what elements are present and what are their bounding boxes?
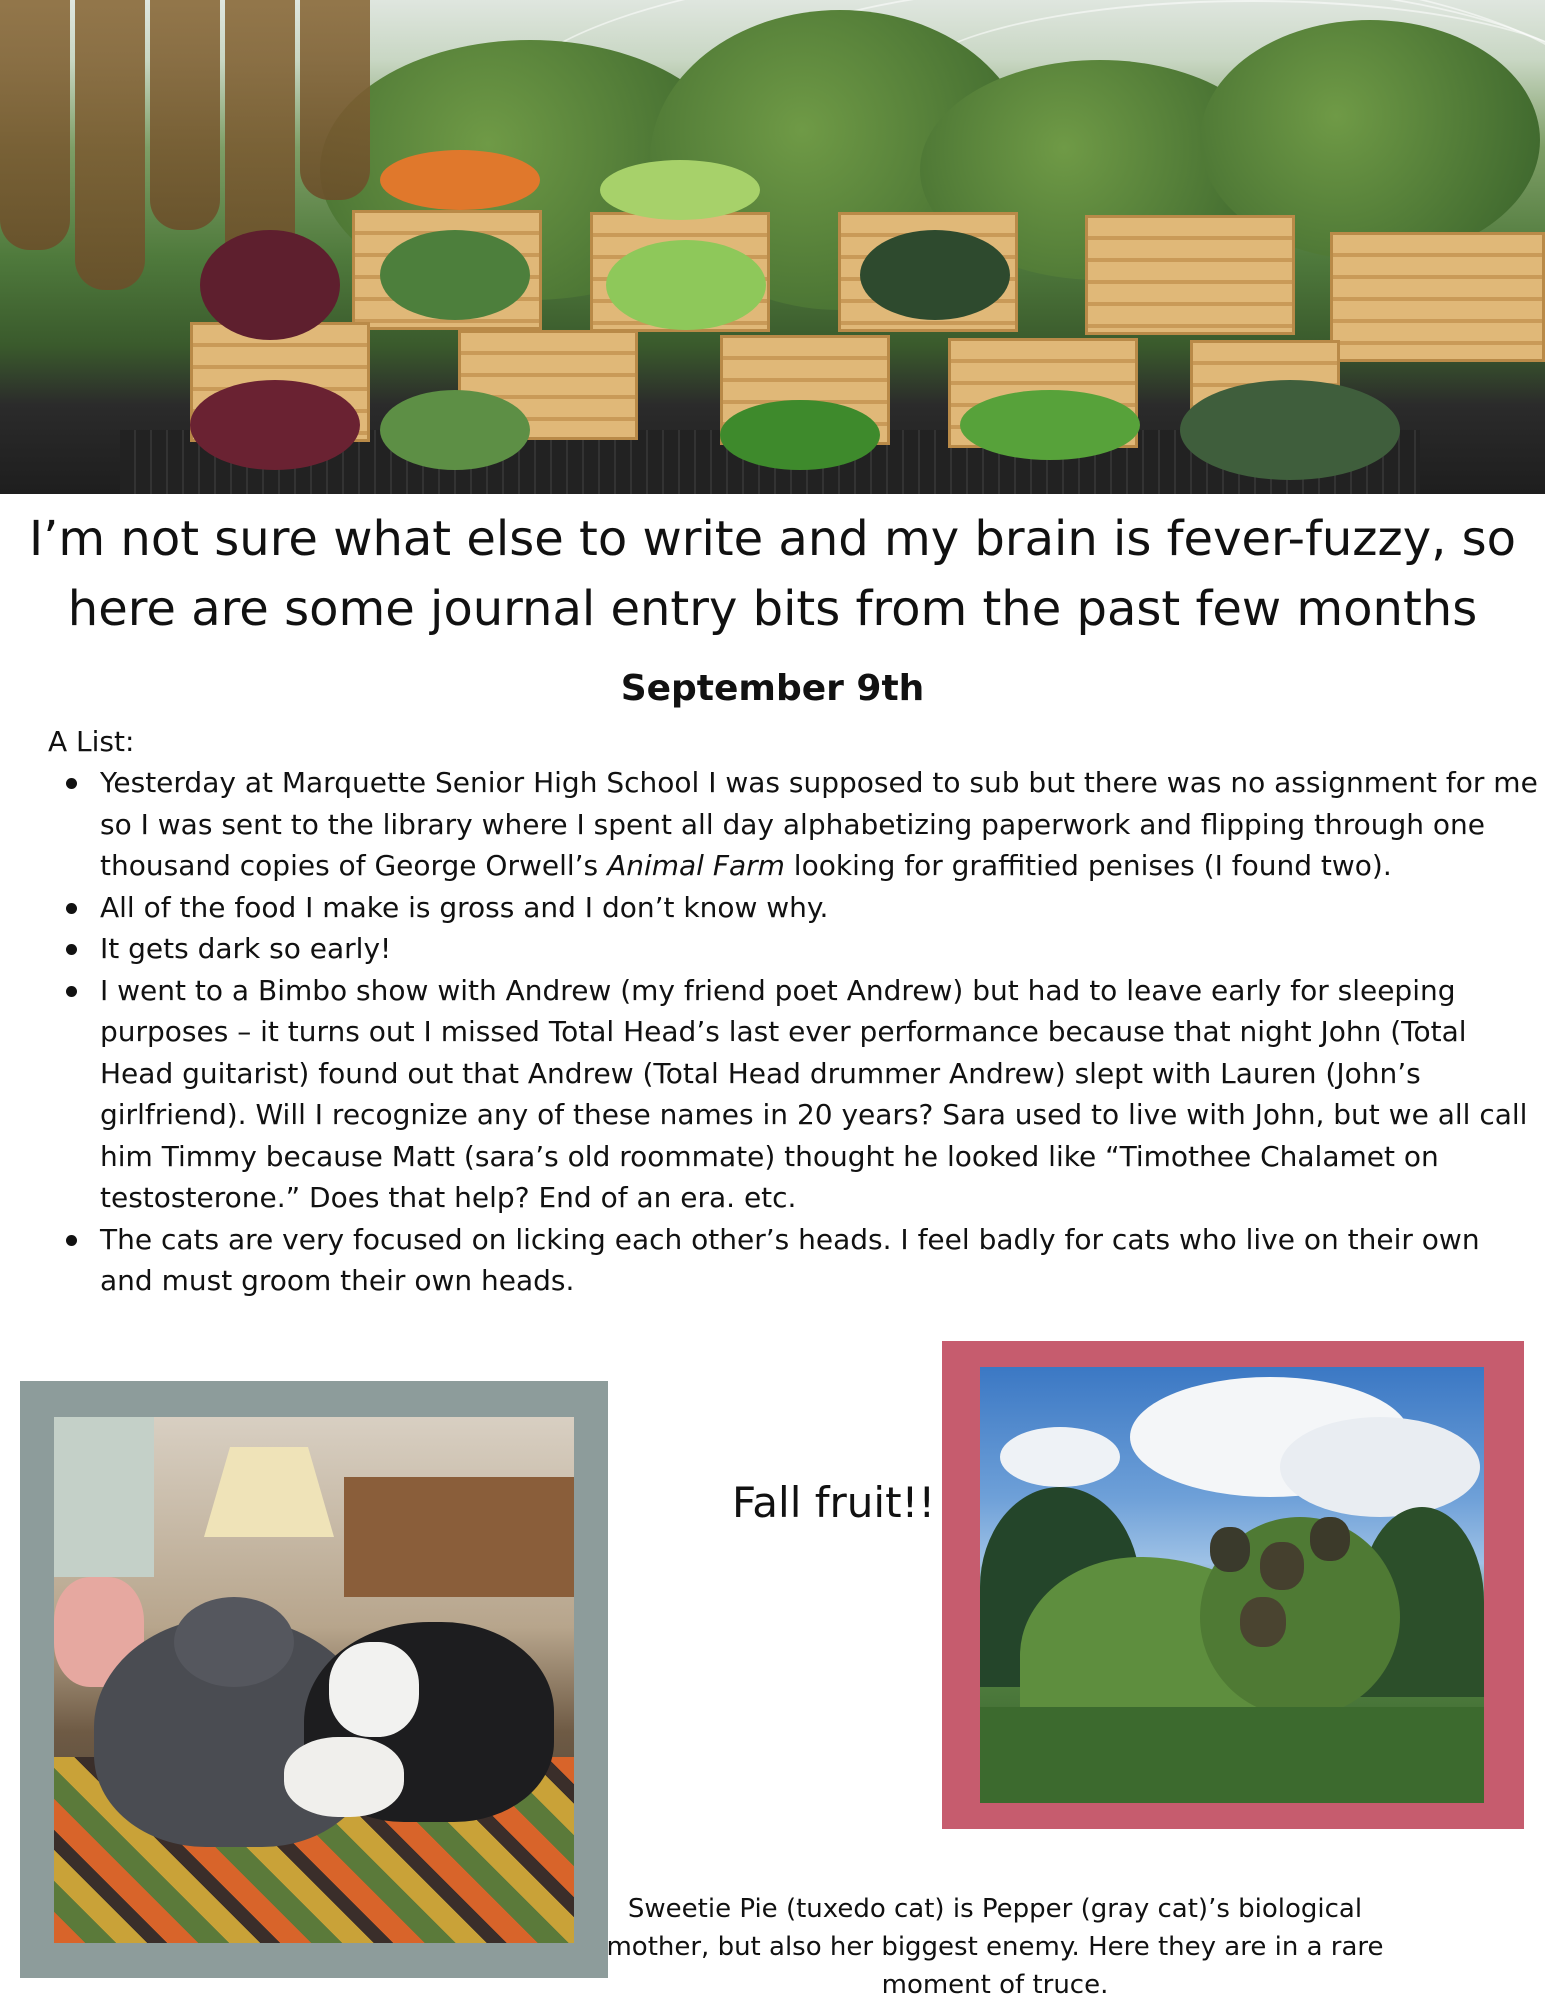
list-item [100,1219,1540,1302]
entry-date: September 9th [620,668,925,709]
greenhouse-vegetables-photo [0,0,1545,494]
bullet-icon [66,903,77,914]
bullet-icon [66,944,77,955]
list-label: A List: [48,725,135,758]
list-item [100,928,1540,970]
journal-list [56,762,1540,1302]
bullet-icon [66,986,77,997]
caption-line-2: mother, but also her biggest enemy. Here they are in a rare [606,1932,1384,1962]
cat-photo-frame [20,1381,608,1978]
list-item-text: The cats are very focused on licking each other’s heads. I feel badly for cats who live on their own and must groom their own heads. [100,1222,1480,1297]
book-title: Animal Farm [607,849,785,882]
list-item [100,887,1540,929]
list-item-text: It gets dark so early! [100,932,392,965]
caption-line-1: Sweetie Pie (tuxedo cat) is Pepper (gray cat)’s biological [627,1894,1363,1924]
list-item-text: All of the food I make is gross and I don’t know why. [100,890,829,924]
list-item-text: Yesterday at Marquette Senior High School I was supposed to sub but there was no assignment for me so I was sent to the library where I spent all day alphabetizing paperwork and flipping through one thousand copies of George Orwell’s [100,766,1538,882]
list-item-text-end: looking for graffitied penises (I found two). [784,849,1392,882]
fruit-photo-frame [942,1341,1524,1829]
cats-photo [54,1417,574,1943]
heading-line-2: here are some journal entry bits from the past few months [67,581,1478,637]
caption-line-3: moment of truce. [881,1970,1109,2000]
bullet-icon [66,1235,77,1246]
cat-photo-caption [600,1890,1390,2004]
list-item-text: I went to a Bimbo show with Andrew (my friend poet Andrew) but had to leave early for sleeping purposes – it turns out I missed Total Head’s last ever performance because that night John (Total Head guitarist) found out that Andrew (Total Head drummer Andrew) slept with Lauren (John’s girlfriend). Will I recognize any of these names in 20 years? Sara used to live with John, but we all call him Timmy because Matt (sara’s old roommate) thought he looked like “Timothee Chalamet on testosterone.” Does that help? End of an era. etc. [100,973,1528,1214]
bullet-icon [66,778,77,789]
fall-fruit-label: Fall fruit!! [732,1478,936,1527]
list-item [100,762,1540,887]
page-heading [20,504,1525,644]
heading-line-1: I’m not sure what else to write and my brain is fever-fuzzy, so [29,511,1516,567]
raspberry-plant-photo [980,1367,1484,1803]
list-item [100,970,1540,1219]
